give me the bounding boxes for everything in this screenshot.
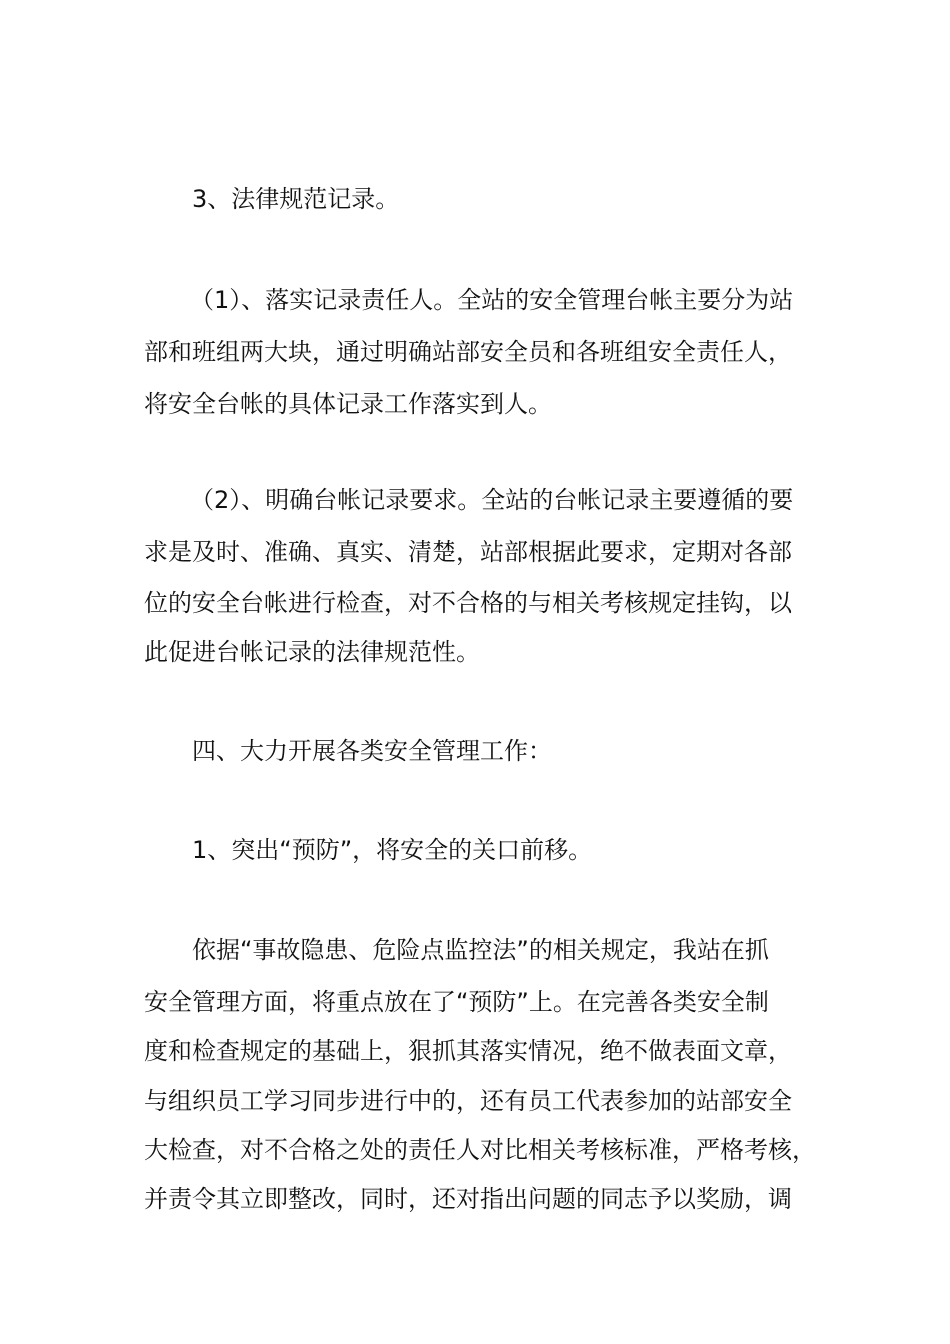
paragraph-4-1-line-6: 并责令其立即整改，同时，还对指出问题的同志予以奖励，调: [144, 1185, 792, 1213]
paragraph-4-1-line-2: 安全管理方面，将重点放在了“预防”上。在完善各类安全制: [144, 988, 769, 1016]
paragraph-3-2-line-4: 此促进台帐记录的法律规范性。: [144, 638, 480, 666]
paragraph-3-1-line-2: 部和班组两大块，通过明确站部安全员和各班组安全责任人，: [144, 338, 792, 366]
subsection-4-1-heading: 1、突出“预防”，将安全的关口前移。: [192, 836, 593, 864]
paragraph-4-1-line-4: 与组织员工学习同步进行中的，还有员工代表参加的站部安全: [144, 1087, 792, 1115]
paragraph-4-1-line-5: 大检查，对不合格之处的责任人对比相关考核标准，严格考核，: [144, 1136, 816, 1164]
paragraph-3-1-line-1: （1）、落实记录责任人。全站的安全管理台帐主要分为站: [190, 286, 794, 314]
paragraph-4-1-line-3: 度和检查规定的基础上，狠抓其落实情况，绝不做表面文章，: [144, 1037, 792, 1065]
paragraph-4-1-line-1: 依据“事故隐患、危险点监控法”的相关规定，我站在抓: [192, 936, 769, 964]
paragraph-3-2-line-3: 位的安全台帐进行检查，对不合格的与相关考核规定挂钩，以: [144, 589, 792, 617]
paragraph-3-1-line-3: 将安全台帐的具体记录工作落实到人。: [144, 390, 552, 418]
section-4-heading: 四、大力开展各类安全管理工作：: [192, 737, 552, 765]
paragraph-3-2-line-1: （2）、明确台帐记录要求。全站的台帐记录主要遵循的要: [190, 486, 794, 514]
paragraph-3-2-line-2: 求是及时、准确、真实、清楚，站部根据此要求，定期对各部: [144, 538, 792, 566]
section-3-heading: 3、法律规范记录。: [192, 185, 400, 213]
